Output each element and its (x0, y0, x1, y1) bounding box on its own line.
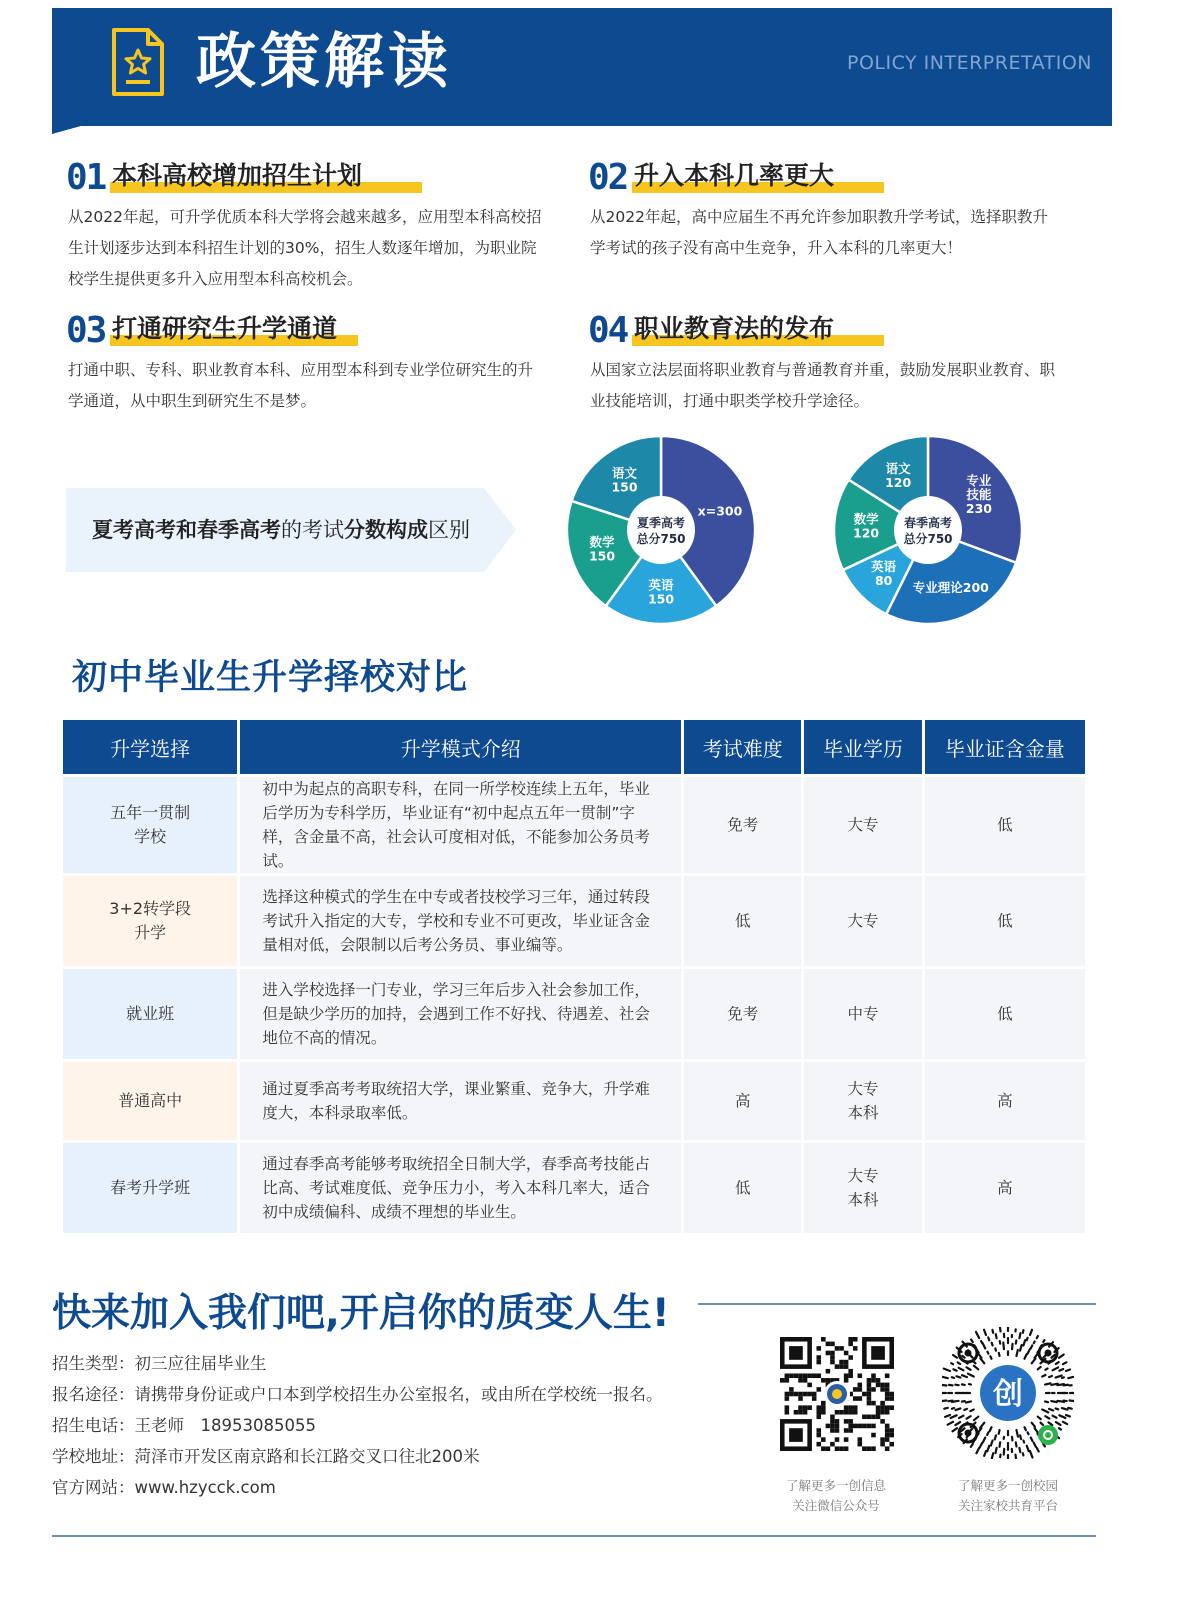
header-mode: 升学模式介绍 (240, 720, 681, 774)
pie-center-label: 总分750 (636, 532, 686, 546)
point-body: 从国家立法层面将职业教育与普通教育并重，鼓励发展职业教育、职业技能培训，打通中职类学校升学途径。 (590, 361, 1056, 410)
header-choice: 升学选择 (63, 720, 237, 774)
degree-cell: 中专 (804, 969, 921, 1059)
enrollment-info (52, 1348, 663, 1503)
difficulty-cell: 低 (684, 1143, 801, 1233)
degree-line: 大专 (847, 1167, 879, 1185)
header-degree: 毕业学历 (804, 720, 921, 774)
pie-label-1-3: 120 (853, 525, 880, 541)
info-row-method (52, 1379, 663, 1410)
info-key: 招生类型： (52, 1354, 135, 1373)
mode-cell: 初中为起点的高职专科，在同一所学校连续上五年，毕业后学历为专科学历，毕业证有“初中起点五年一贯制”字样，含金量不高，社会认可度相对低，不能参加公务员考试。 (240, 777, 681, 873)
info-key: 招生电话： (52, 1416, 135, 1435)
miniprogram-code-icon[interactable] (942, 1327, 1074, 1459)
phone-value[interactable]: 王老师 18953085055 (134, 1416, 316, 1435)
difficulty-cell: 免考 (684, 969, 801, 1059)
comparison-section-title: 初中毕业生升学择校对比 (72, 658, 469, 698)
point-body: 从2022年起，可升学优质本科大学将会越来越多，应用型本科高校招生计划逐步达到本科招生计划的30%，招生人数逐年增加，为职业院校学生提供更多升入应用型本科高校机会。 (68, 208, 542, 288)
compare-label-normal-2: 区别 (428, 518, 470, 542)
pie-label-0-3: 150 (611, 479, 638, 495)
degree-cell: 大专 (804, 876, 921, 966)
mode-cell: 选择这种模式的学生在中专或者技校学习三年，通过转段考试升入指定的大专，学校和专业不可更改，毕业证含金量相对低，会限制以后考公务员、事业编等。 (240, 876, 681, 966)
point-body: 从2022年起，高中应届生不再允许参加职教升学考试，选择职教升学考试的孩子没有高中生竞争，升入本科的几率更大！ (590, 208, 1048, 257)
pie-label-1-2: 英语 (871, 558, 897, 574)
join-slogan: 快来加入我们吧,开启你的质变人生! (52, 1291, 670, 1336)
value-cell: 高 (925, 1062, 1085, 1140)
qr2-caption (918, 1476, 1098, 1516)
qr1-caption-line: 了解更多一创信息 (785, 1478, 886, 1493)
page-title: 政策解读 (196, 27, 452, 97)
table-header-row (63, 720, 1085, 774)
pie-label-0-1: 150 (647, 591, 675, 607)
info-value: 初三应往届毕业生 (134, 1354, 267, 1373)
document-star-icon (110, 28, 166, 96)
pie-label-1-4: 语文 (885, 461, 911, 477)
miniprogram-center-char: 创 (993, 1377, 1023, 1412)
info-row-type (52, 1348, 663, 1379)
point-title: 升入本科几率更大 (634, 161, 835, 190)
spring-exam-pie-chart (833, 432, 1029, 634)
pie-label-0-1: 英语 (648, 577, 674, 593)
degree-cell (804, 1062, 921, 1140)
pie-label-0-2: 150 (588, 548, 616, 564)
choice-cell (63, 876, 237, 966)
degree-line: 大专 (847, 1080, 879, 1098)
divider-line (698, 1303, 1096, 1305)
mode-cell: 通过夏季高考考取统招大学，课业繁重、竞争大，升学难度大，本科录取率低。 (240, 1062, 681, 1140)
choice-line: 3+2转学段 (109, 899, 192, 918)
difficulty-cell: 低 (684, 876, 801, 966)
mode-cell: 进入学校选择一门专业，学习三年后步入社会参加工作，但是缺少学历的加持，会遇到工作不好找、待遇差、社会地位不高的情况。 (240, 969, 681, 1059)
choice-cell (63, 777, 237, 873)
point-body: 打通中职、专科、职业教育本科、应用型本科到专业学位研究生的升学通道，从中职生到研究生不是梦。 (68, 361, 534, 410)
pie-center-label: 夏季高考 (636, 516, 686, 530)
table-row (63, 1062, 1085, 1140)
pie-label-0-2: 数学 (589, 534, 615, 550)
table-row (63, 876, 1085, 966)
header-value: 毕业证含金量 (925, 720, 1085, 774)
value-cell: 低 (925, 777, 1085, 873)
qr2-caption-line: 了解更多一创校园 (957, 1478, 1058, 1493)
difficulty-cell: 免考 (684, 777, 801, 873)
point-title: 打通研究生升学通道 (112, 314, 338, 343)
pie-center-label: 春季高考 (903, 516, 953, 530)
point-number: 02 (588, 157, 628, 198)
page-subtitle: POLICY INTERPRETATION (846, 52, 1092, 74)
info-key: 报名途径： (52, 1385, 135, 1404)
qr2-caption-line: 关注家校共育平台 (957, 1498, 1058, 1513)
value-cell: 高 (925, 1143, 1085, 1233)
choice-line: 学校 (134, 827, 167, 846)
compare-label (92, 514, 470, 544)
point-title: 本科高校增加招生计划 (112, 161, 363, 190)
value-cell: 低 (925, 876, 1085, 966)
info-key: 官方网站： (52, 1478, 135, 1497)
compare-label-bold-1: 夏考高考和春季高考 (92, 518, 281, 542)
pie-label-1-4: 120 (885, 475, 912, 491)
qr1-caption-line: 关注微信公众号 (792, 1498, 880, 1513)
pie-label-1-2: 80 (874, 572, 893, 588)
value-cell: 低 (925, 969, 1085, 1059)
choice-line: 五年一贯制 (110, 803, 191, 822)
bottom-divider (52, 1535, 1096, 1537)
info-row-address (52, 1441, 663, 1472)
info-value: 请携带身份证或户口本到学校招生办公室报名，或由所在学校统一报名。 (134, 1385, 663, 1404)
point-title: 职业教育法的发布 (634, 314, 835, 343)
website-link[interactable]: www.hzycck.com (134, 1478, 276, 1497)
info-key: 学校地址： (52, 1447, 135, 1466)
summer-exam-pie-chart (566, 432, 762, 634)
compare-label-normal-1: 的考试 (281, 518, 344, 542)
pie-center-hole (627, 496, 695, 564)
degree-cell: 大专 (804, 777, 921, 873)
pie-label-1-3: 数学 (853, 511, 879, 527)
compare-label-bold-2: 分数构成 (344, 518, 428, 542)
pie-center-label: 总分750 (903, 532, 953, 546)
pie-label-1-0: 230 (965, 501, 992, 517)
choice-cell: 春考升学班 (63, 1143, 237, 1233)
pie-label-0-3: 语文 (612, 465, 638, 481)
choice-cell: 普通高中 (63, 1062, 237, 1140)
table-row (63, 777, 1085, 873)
wechat-qr-code-icon[interactable] (780, 1335, 894, 1453)
pie-label-1-0: 专业 (966, 473, 992, 489)
point-number: 03 (66, 310, 106, 351)
qr1-caption (746, 1476, 926, 1516)
pie-center-hole (894, 496, 962, 564)
degree-line: 本科 (847, 1104, 879, 1122)
info-row-website (52, 1472, 663, 1503)
pie-label-0-0: x=300 (697, 503, 743, 519)
choice-line: 升学 (134, 923, 167, 942)
info-row-phone (52, 1410, 663, 1441)
comparison-table (60, 717, 1088, 1236)
difficulty-cell: 高 (684, 1062, 801, 1140)
pie-label-1-1: 专业理论200 (912, 580, 989, 596)
header-difficulty: 考试难度 (684, 720, 801, 774)
info-value: 菏泽市开发区南京路和长江路交叉口往北200米 (134, 1447, 480, 1466)
pie-label-1-0: 技能 (966, 487, 992, 503)
point-number: 04 (588, 310, 628, 351)
table-row (63, 1143, 1085, 1233)
mode-cell: 通过春季高考能够考取统招全日制大学，春季高考技能占比高、考试难度低、竞争压力小，考入本科几率大，适合初中成绩偏科、成绩不理想的毕业生。 (240, 1143, 681, 1233)
degree-line: 本科 (847, 1191, 879, 1209)
point-number: 01 (66, 157, 106, 198)
header-notch (52, 124, 88, 134)
table-row (63, 969, 1085, 1059)
choice-cell: 就业班 (63, 969, 237, 1059)
degree-cell (804, 1143, 921, 1233)
